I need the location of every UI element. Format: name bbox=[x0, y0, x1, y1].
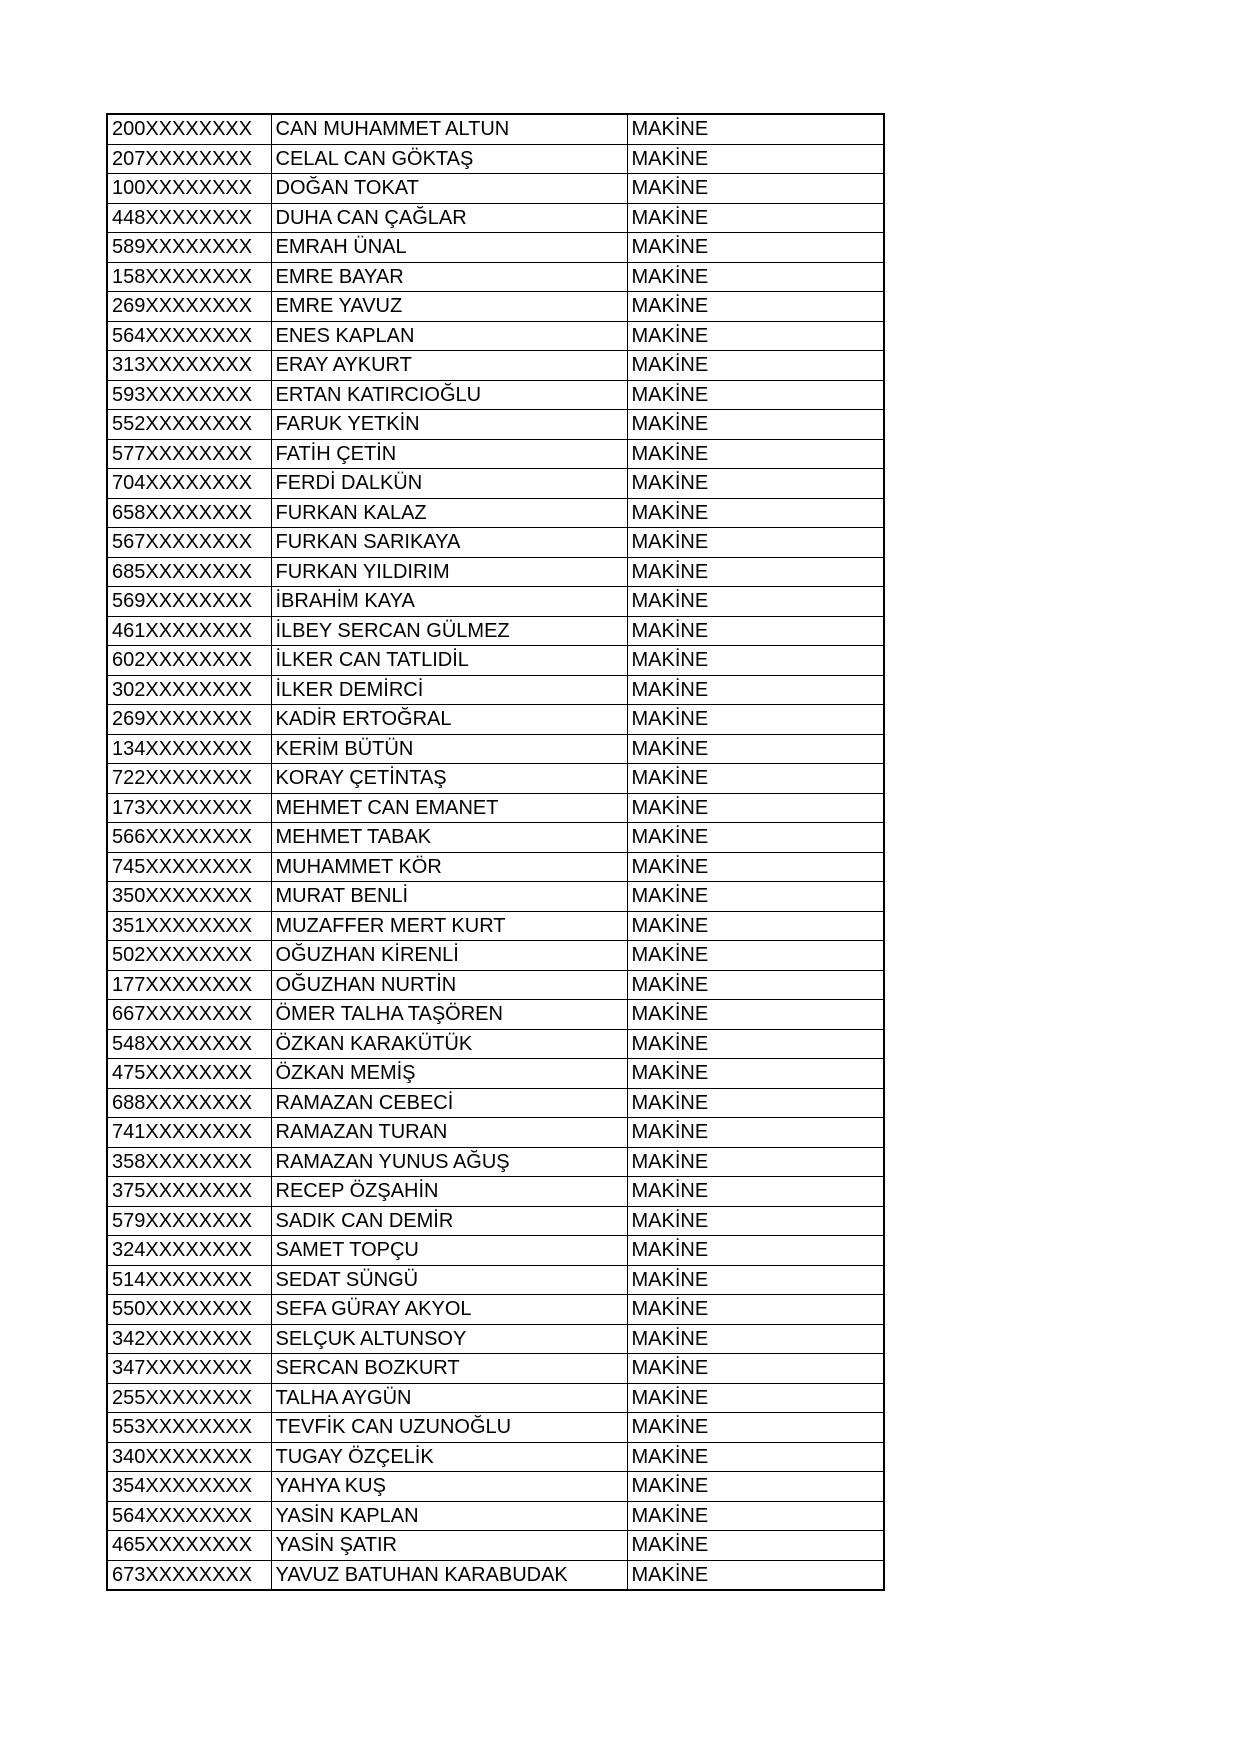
full-name-cell: RAMAZAN CEBECİ bbox=[271, 1088, 627, 1118]
id-number-cell: 134XXXXXXXX bbox=[107, 734, 271, 764]
table-row bbox=[107, 1324, 884, 1354]
table-row bbox=[107, 144, 884, 174]
table-row bbox=[107, 439, 884, 469]
id-number-cell: 722XXXXXXXX bbox=[107, 764, 271, 794]
full-name-cell: KORAY ÇETİNTAŞ bbox=[271, 764, 627, 794]
table-row bbox=[107, 941, 884, 971]
department-cell: MAKİNE bbox=[627, 1354, 884, 1384]
table-row bbox=[107, 321, 884, 351]
department-cell: MAKİNE bbox=[627, 852, 884, 882]
full-name-cell: ÖZKAN MEMİŞ bbox=[271, 1059, 627, 1089]
full-name-cell: İLKER DEMİRCİ bbox=[271, 675, 627, 705]
table-row bbox=[107, 203, 884, 233]
department-cell: MAKİNE bbox=[627, 734, 884, 764]
full-name-cell: İLBEY SERCAN GÜLMEZ bbox=[271, 616, 627, 646]
table-row bbox=[107, 351, 884, 381]
department-cell: MAKİNE bbox=[627, 616, 884, 646]
table-row bbox=[107, 174, 884, 204]
department-cell: MAKİNE bbox=[627, 1560, 884, 1590]
id-number-cell: 255XXXXXXXX bbox=[107, 1383, 271, 1413]
full-name-cell: MEHMET CAN EMANET bbox=[271, 793, 627, 823]
table-row bbox=[107, 380, 884, 410]
full-name-cell: KERİM BÜTÜN bbox=[271, 734, 627, 764]
full-name-cell: FARUK YETKİN bbox=[271, 410, 627, 440]
table-row bbox=[107, 1265, 884, 1295]
department-cell: MAKİNE bbox=[627, 1265, 884, 1295]
full-name-cell: CELAL CAN GÖKTAŞ bbox=[271, 144, 627, 174]
full-name-cell: ENES KAPLAN bbox=[271, 321, 627, 351]
id-number-cell: 177XXXXXXXX bbox=[107, 970, 271, 1000]
department-cell: MAKİNE bbox=[627, 262, 884, 292]
table-row bbox=[107, 292, 884, 322]
department-cell: MAKİNE bbox=[627, 941, 884, 971]
department-cell: MAKİNE bbox=[627, 469, 884, 499]
table-row bbox=[107, 1442, 884, 1472]
full-name-cell: FURKAN KALAZ bbox=[271, 498, 627, 528]
department-cell: MAKİNE bbox=[627, 233, 884, 263]
department-cell: MAKİNE bbox=[627, 1531, 884, 1561]
department-cell: MAKİNE bbox=[627, 764, 884, 794]
id-number-cell: 673XXXXXXXX bbox=[107, 1560, 271, 1590]
table-row bbox=[107, 233, 884, 263]
table-row bbox=[107, 1413, 884, 1443]
id-number-cell: 269XXXXXXXX bbox=[107, 292, 271, 322]
full-name-cell: OĞUZHAN KİRENLİ bbox=[271, 941, 627, 971]
table-row bbox=[107, 764, 884, 794]
table-row bbox=[107, 1383, 884, 1413]
id-number-cell: 741XXXXXXXX bbox=[107, 1118, 271, 1148]
department-cell: MAKİNE bbox=[627, 174, 884, 204]
id-number-cell: 475XXXXXXXX bbox=[107, 1059, 271, 1089]
full-name-cell: İLKER CAN TATLIDİL bbox=[271, 646, 627, 676]
table-row bbox=[107, 1000, 884, 1030]
table-row bbox=[107, 1472, 884, 1502]
id-number-cell: 350XXXXXXXX bbox=[107, 882, 271, 912]
department-cell: MAKİNE bbox=[627, 1383, 884, 1413]
id-number-cell: 313XXXXXXXX bbox=[107, 351, 271, 381]
table-row bbox=[107, 410, 884, 440]
table-row bbox=[107, 1295, 884, 1325]
department-cell: MAKİNE bbox=[627, 557, 884, 587]
id-number-cell: 589XXXXXXXX bbox=[107, 233, 271, 263]
department-cell: MAKİNE bbox=[627, 1177, 884, 1207]
full-name-cell: RECEP ÖZŞAHİN bbox=[271, 1177, 627, 1207]
table-row bbox=[107, 675, 884, 705]
department-cell: MAKİNE bbox=[627, 793, 884, 823]
id-number-cell: 342XXXXXXXX bbox=[107, 1324, 271, 1354]
id-number-cell: 100XXXXXXXX bbox=[107, 174, 271, 204]
id-number-cell: 566XXXXXXXX bbox=[107, 823, 271, 853]
table-row bbox=[107, 1029, 884, 1059]
full-name-cell: YASİN KAPLAN bbox=[271, 1501, 627, 1531]
full-name-cell: KADİR ERTOĞRAL bbox=[271, 705, 627, 735]
full-name-cell: MURAT BENLİ bbox=[271, 882, 627, 912]
full-name-cell: MUHAMMET KÖR bbox=[271, 852, 627, 882]
id-number-cell: 461XXXXXXXX bbox=[107, 616, 271, 646]
id-number-cell: 569XXXXXXXX bbox=[107, 587, 271, 617]
department-cell: MAKİNE bbox=[627, 1000, 884, 1030]
full-name-cell: SEFA GÜRAY AKYOL bbox=[271, 1295, 627, 1325]
department-cell: MAKİNE bbox=[627, 321, 884, 351]
id-number-cell: 448XXXXXXXX bbox=[107, 203, 271, 233]
table-row bbox=[107, 587, 884, 617]
id-number-cell: 548XXXXXXXX bbox=[107, 1029, 271, 1059]
full-name-cell: SERCAN BOZKURT bbox=[271, 1354, 627, 1384]
department-cell: MAKİNE bbox=[627, 823, 884, 853]
id-number-cell: 347XXXXXXXX bbox=[107, 1354, 271, 1384]
department-cell: MAKİNE bbox=[627, 439, 884, 469]
full-name-cell: ÖMER TALHA TAŞÖREN bbox=[271, 1000, 627, 1030]
id-number-cell: 704XXXXXXXX bbox=[107, 469, 271, 499]
id-number-cell: 324XXXXXXXX bbox=[107, 1236, 271, 1266]
full-name-cell: FURKAN SARIKAYA bbox=[271, 528, 627, 558]
id-number-cell: 564XXXXXXXX bbox=[107, 1501, 271, 1531]
department-cell: MAKİNE bbox=[627, 528, 884, 558]
table-row bbox=[107, 262, 884, 292]
id-number-cell: 302XXXXXXXX bbox=[107, 675, 271, 705]
id-number-cell: 579XXXXXXXX bbox=[107, 1206, 271, 1236]
id-number-cell: 552XXXXXXXX bbox=[107, 410, 271, 440]
table-row bbox=[107, 498, 884, 528]
department-cell: MAKİNE bbox=[627, 882, 884, 912]
department-cell: MAKİNE bbox=[627, 1501, 884, 1531]
full-name-cell: YAVUZ BATUHAN KARABUDAK bbox=[271, 1560, 627, 1590]
table-row bbox=[107, 1354, 884, 1384]
department-cell: MAKİNE bbox=[627, 705, 884, 735]
department-cell: MAKİNE bbox=[627, 1413, 884, 1443]
full-name-cell: YAHYA KUŞ bbox=[271, 1472, 627, 1502]
department-cell: MAKİNE bbox=[627, 646, 884, 676]
full-name-cell: SELÇUK ALTUNSOY bbox=[271, 1324, 627, 1354]
department-cell: MAKİNE bbox=[627, 203, 884, 233]
full-name-cell: İBRAHİM KAYA bbox=[271, 587, 627, 617]
department-cell: MAKİNE bbox=[627, 675, 884, 705]
id-number-cell: 465XXXXXXXX bbox=[107, 1531, 271, 1561]
table-row bbox=[107, 1059, 884, 1089]
full-name-cell: EMRAH ÜNAL bbox=[271, 233, 627, 263]
table-row bbox=[107, 114, 884, 144]
table-row bbox=[107, 1147, 884, 1177]
table-row bbox=[107, 528, 884, 558]
id-number-cell: 658XXXXXXXX bbox=[107, 498, 271, 528]
id-number-cell: 207XXXXXXXX bbox=[107, 144, 271, 174]
full-name-cell: TEVFİK CAN UZUNOĞLU bbox=[271, 1413, 627, 1443]
table-row bbox=[107, 970, 884, 1000]
table-row bbox=[107, 1177, 884, 1207]
full-name-cell: MEHMET TABAK bbox=[271, 823, 627, 853]
table-row bbox=[107, 882, 884, 912]
id-number-cell: 577XXXXXXXX bbox=[107, 439, 271, 469]
document-page bbox=[106, 113, 885, 1591]
id-number-cell: 550XXXXXXXX bbox=[107, 1295, 271, 1325]
table-row bbox=[107, 793, 884, 823]
table-row bbox=[107, 469, 884, 499]
department-cell: MAKİNE bbox=[627, 351, 884, 381]
full-name-cell: TALHA AYGÜN bbox=[271, 1383, 627, 1413]
table-row bbox=[107, 911, 884, 941]
department-cell: MAKİNE bbox=[627, 144, 884, 174]
department-cell: MAKİNE bbox=[627, 1324, 884, 1354]
department-cell: MAKİNE bbox=[627, 1059, 884, 1089]
full-name-cell: ERAY AYKURT bbox=[271, 351, 627, 381]
full-name-cell: DUHA CAN ÇAĞLAR bbox=[271, 203, 627, 233]
full-name-cell: EMRE BAYAR bbox=[271, 262, 627, 292]
id-number-cell: 269XXXXXXXX bbox=[107, 705, 271, 735]
full-name-cell: SADIK CAN DEMİR bbox=[271, 1206, 627, 1236]
id-number-cell: 667XXXXXXXX bbox=[107, 1000, 271, 1030]
department-cell: MAKİNE bbox=[627, 1472, 884, 1502]
table-row bbox=[107, 823, 884, 853]
id-number-cell: 688XXXXXXXX bbox=[107, 1088, 271, 1118]
department-cell: MAKİNE bbox=[627, 1147, 884, 1177]
id-number-cell: 514XXXXXXXX bbox=[107, 1265, 271, 1295]
student-list-body bbox=[107, 114, 884, 1590]
id-number-cell: 602XXXXXXXX bbox=[107, 646, 271, 676]
table-row bbox=[107, 1206, 884, 1236]
full-name-cell: DOĞAN TOKAT bbox=[271, 174, 627, 204]
table-row bbox=[107, 852, 884, 882]
student-list-table bbox=[106, 113, 885, 1591]
table-row bbox=[107, 616, 884, 646]
full-name-cell: ERTAN KATIRCIOĞLU bbox=[271, 380, 627, 410]
table-row bbox=[107, 1501, 884, 1531]
department-cell: MAKİNE bbox=[627, 1236, 884, 1266]
department-cell: MAKİNE bbox=[627, 114, 884, 144]
full-name-cell: MUZAFFER MERT KURT bbox=[271, 911, 627, 941]
id-number-cell: 745XXXXXXXX bbox=[107, 852, 271, 882]
id-number-cell: 158XXXXXXXX bbox=[107, 262, 271, 292]
full-name-cell: YASİN ŞATIR bbox=[271, 1531, 627, 1561]
full-name-cell: ÖZKAN KARAKÜTÜK bbox=[271, 1029, 627, 1059]
department-cell: MAKİNE bbox=[627, 1442, 884, 1472]
full-name-cell: FATİH ÇETİN bbox=[271, 439, 627, 469]
id-number-cell: 502XXXXXXXX bbox=[107, 941, 271, 971]
table-row bbox=[107, 1088, 884, 1118]
full-name-cell: SAMET TOPÇU bbox=[271, 1236, 627, 1266]
department-cell: MAKİNE bbox=[627, 1118, 884, 1148]
table-row bbox=[107, 557, 884, 587]
id-number-cell: 340XXXXXXXX bbox=[107, 1442, 271, 1472]
full-name-cell: SEDAT SÜNGÜ bbox=[271, 1265, 627, 1295]
table-row bbox=[107, 1118, 884, 1148]
table-row bbox=[107, 1236, 884, 1266]
full-name-cell: FURKAN YILDIRIM bbox=[271, 557, 627, 587]
department-cell: MAKİNE bbox=[627, 498, 884, 528]
full-name-cell: RAMAZAN YUNUS AĞUŞ bbox=[271, 1147, 627, 1177]
table-row bbox=[107, 1531, 884, 1561]
id-number-cell: 553XXXXXXXX bbox=[107, 1413, 271, 1443]
full-name-cell: OĞUZHAN NURTİN bbox=[271, 970, 627, 1000]
table-row bbox=[107, 734, 884, 764]
department-cell: MAKİNE bbox=[627, 1029, 884, 1059]
department-cell: MAKİNE bbox=[627, 1295, 884, 1325]
department-cell: MAKİNE bbox=[627, 970, 884, 1000]
id-number-cell: 564XXXXXXXX bbox=[107, 321, 271, 351]
full-name-cell: TUGAY ÖZÇELİK bbox=[271, 1442, 627, 1472]
id-number-cell: 685XXXXXXXX bbox=[107, 557, 271, 587]
department-cell: MAKİNE bbox=[627, 911, 884, 941]
id-number-cell: 567XXXXXXXX bbox=[107, 528, 271, 558]
id-number-cell: 593XXXXXXXX bbox=[107, 380, 271, 410]
id-number-cell: 354XXXXXXXX bbox=[107, 1472, 271, 1502]
department-cell: MAKİNE bbox=[627, 587, 884, 617]
full-name-cell: CAN MUHAMMET ALTUN bbox=[271, 114, 627, 144]
id-number-cell: 358XXXXXXXX bbox=[107, 1147, 271, 1177]
full-name-cell: FERDİ DALKÜN bbox=[271, 469, 627, 499]
table-row bbox=[107, 1560, 884, 1590]
department-cell: MAKİNE bbox=[627, 410, 884, 440]
id-number-cell: 351XXXXXXXX bbox=[107, 911, 271, 941]
department-cell: MAKİNE bbox=[627, 380, 884, 410]
id-number-cell: 173XXXXXXXX bbox=[107, 793, 271, 823]
department-cell: MAKİNE bbox=[627, 1088, 884, 1118]
full-name-cell: EMRE YAVUZ bbox=[271, 292, 627, 322]
table-row bbox=[107, 646, 884, 676]
department-cell: MAKİNE bbox=[627, 292, 884, 322]
id-number-cell: 200XXXXXXXX bbox=[107, 114, 271, 144]
department-cell: MAKİNE bbox=[627, 1206, 884, 1236]
id-number-cell: 375XXXXXXXX bbox=[107, 1177, 271, 1207]
table-row bbox=[107, 705, 884, 735]
full-name-cell: RAMAZAN TURAN bbox=[271, 1118, 627, 1148]
